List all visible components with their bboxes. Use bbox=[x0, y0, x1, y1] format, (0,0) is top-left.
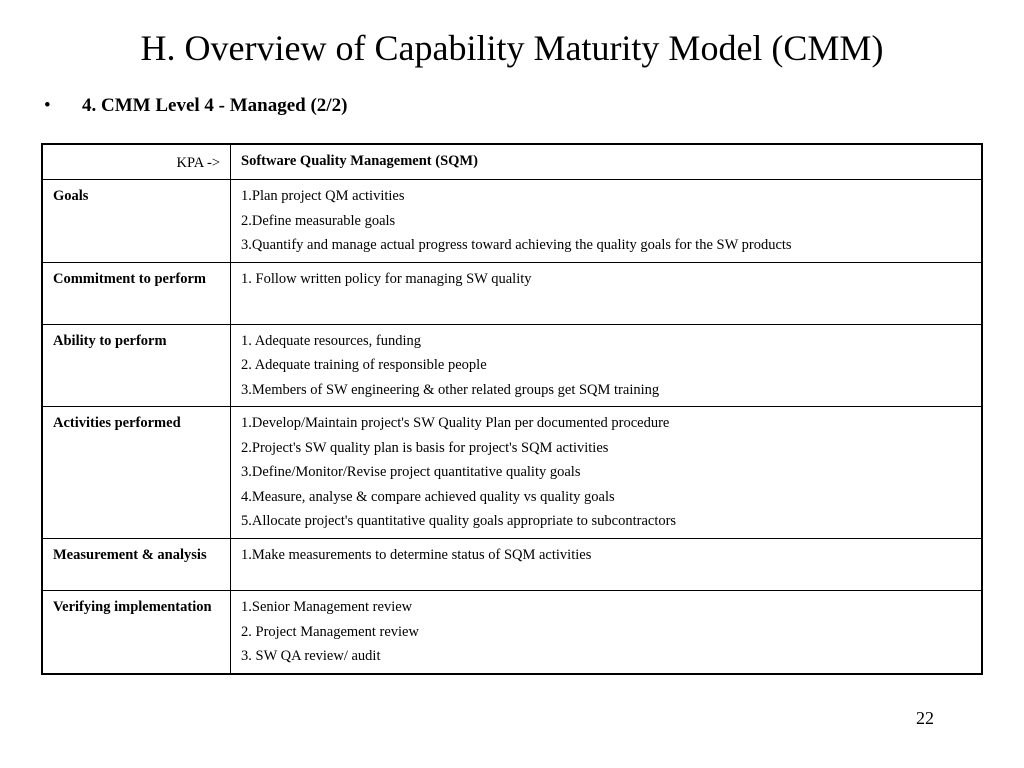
row-items-goals bbox=[231, 180, 983, 263]
kpa-table bbox=[41, 143, 983, 675]
table-row bbox=[42, 407, 982, 539]
slide-title: H. Overview of Capability Maturity Model (CMM) bbox=[140, 28, 884, 68]
kpa-label-cell: KPA -> bbox=[42, 144, 231, 180]
list-item: 1. Follow written policy for managing SW quality bbox=[241, 270, 532, 287]
row-items-activities bbox=[231, 407, 983, 539]
table-row bbox=[42, 262, 982, 324]
row-label-measurement: Measurement & analysis bbox=[42, 539, 231, 591]
row-items-commitment bbox=[231, 262, 983, 324]
bullet-dot-icon: • bbox=[44, 95, 51, 116]
list-item: 3.Define/Monitor/Revise project quantitative quality goals bbox=[241, 464, 581, 480]
row-label-verifying: Verifying implementation bbox=[42, 591, 231, 674]
row-items-ability bbox=[231, 324, 983, 407]
list-item: 2. Adequate training of responsible people bbox=[241, 357, 487, 373]
list-item: 1. Adequate resources, funding bbox=[241, 332, 421, 349]
list-item: 3. SW QA review/ audit bbox=[241, 648, 381, 664]
row-items-measurement bbox=[231, 539, 983, 591]
page-number: 22 bbox=[916, 708, 934, 728]
row-label-goals: Goals bbox=[42, 180, 231, 263]
table-row bbox=[42, 180, 982, 263]
kpa-name-cell: Software Quality Management (SQM) bbox=[231, 144, 983, 180]
table-header-row bbox=[42, 144, 982, 180]
list-item: 3.Members of SW engineering & other related groups get SQM training bbox=[241, 381, 660, 398]
row-label-ability: Ability to perform bbox=[42, 324, 231, 407]
list-item: 5.Allocate project's quantitative quality goals appropriate to subcontractors bbox=[241, 513, 677, 529]
table-row bbox=[42, 324, 982, 407]
list-item: 2.Project's SW quality plan is basis for project's SQM activities bbox=[241, 439, 609, 456]
table-row bbox=[42, 591, 982, 674]
list-item: 1.Plan project QM activities bbox=[241, 188, 405, 204]
row-label-commitment: Commitment to perform bbox=[42, 262, 231, 324]
list-item: 1.Develop/Maintain project's SW Quality Plan per documented procedure bbox=[241, 415, 670, 431]
row-items-verifying bbox=[231, 591, 983, 674]
list-item: 2.Define measurable goals bbox=[241, 212, 396, 229]
list-item: 1.Make measurements to determine status of SQM activities bbox=[241, 547, 592, 563]
list-item: 1.Senior Management review bbox=[241, 599, 413, 615]
bullet-text: 4. CMM Level 4 - Managed (2/2) bbox=[82, 95, 348, 116]
list-item: 3.Quantify and manage actual progress toward achieving the quality goals for the SW products bbox=[241, 237, 792, 253]
bullet-point bbox=[44, 94, 347, 118]
row-label-activities: Activities performed bbox=[42, 407, 231, 539]
list-item: 4.Measure, analyse & compare achieved quality vs quality goals bbox=[241, 488, 615, 505]
table-row bbox=[42, 539, 982, 591]
list-item: 2. Project Management review bbox=[241, 623, 419, 640]
